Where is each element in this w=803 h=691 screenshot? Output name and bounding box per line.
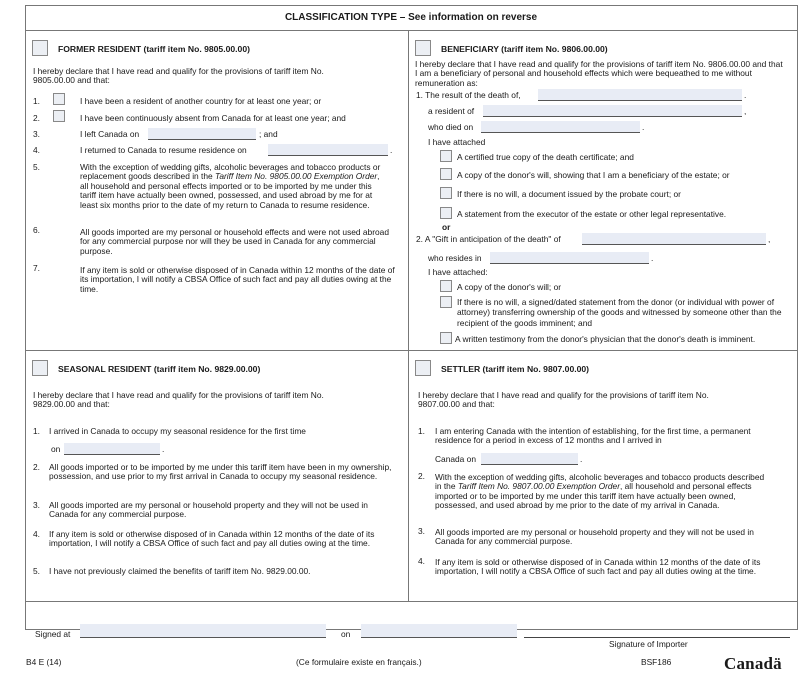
resident-of-label: a resident of (428, 106, 475, 116)
death-of-label: 1. The result of the death of, (416, 90, 521, 100)
seasonal-resident-heading: SEASONAL RESIDENT (tariff item No. 9829.00.00) (58, 364, 261, 374)
canada-wordmark: Canadä (724, 654, 782, 673)
or-label: or (442, 222, 451, 232)
left-canada-date-field[interactable] (148, 128, 256, 140)
resides-in-field[interactable] (490, 252, 649, 264)
gift-label: 2. A "Gift in anticipation of the death" of (416, 234, 561, 244)
item-number: 2. (418, 471, 425, 481)
item-number: 4. (33, 145, 40, 155)
former-resident-intro: I hereby declare that I have read and qualify for the provisions of tariff item No. 9805.00.00 and that: (33, 66, 324, 86)
column-divider (408, 30, 409, 601)
comma: , (768, 234, 771, 244)
settler-item3-text: All goods imported are my personal or household property and they will not be used in Canada for any commercial purpose. (435, 527, 754, 547)
signed-at-field[interactable] (80, 624, 326, 638)
physician-testimony-text: A written testimony from the donor's physician that the donor's death is imminent. (455, 334, 756, 344)
gift-donor-field[interactable] (582, 233, 766, 245)
former-item4-text: I returned to Canada to resume residence on (80, 145, 247, 155)
settler-item1-text: I am entering Canada with the intention of establishing, for the first time, a permanent residence for a period in excess of 12 months and I arrived in (435, 426, 751, 446)
item-number: 4. (418, 556, 425, 566)
seasonal-item4-text: If any item is sold or otherwise disposed of in Canada within 12 months of the date of its importation, I will notify a CBSA Office of such fact and pay all duties owing at the time. (49, 529, 375, 549)
died-on-label: who died on (428, 122, 474, 132)
period: . (642, 122, 645, 132)
probate-text: If there is no will, a document issued by the probate court; or (457, 189, 681, 199)
signature-line[interactable] (524, 637, 790, 638)
period: . (651, 253, 654, 263)
resides-in-label: who resides in (428, 253, 482, 263)
item-number: 2. (33, 462, 40, 472)
former-item7-text: If any item is sold or otherwise disposed of in Canada within 12 months of the date of its importation, I will notify a CBSA Office of such fact and pay all duties owing at the time. (80, 265, 395, 294)
form-title: CLASSIFICATION TYPE – See information on reverse (284, 12, 538, 23)
signature-divider (25, 601, 797, 602)
probate-checkbox[interactable] (440, 187, 452, 199)
returned-canada-date-field[interactable] (268, 144, 388, 156)
settler-intro: I hereby declare that I have read and qualify for the provisions of tariff item No. 9807.00.00 and that: (418, 390, 709, 410)
item-number: 1. (33, 426, 40, 436)
signed-statement-text: If there is no will, a signed/dated statement from the donor (or individual with power of attorney) transferring ownership of the goods and witnessed by someone other than the recipient of the goods imminent; and (457, 297, 782, 328)
former-resident-checkbox[interactable] (32, 40, 48, 56)
french-notice: (Ce formulaire existe en français.) (296, 657, 422, 667)
seasonal-item1-text: I arrived in Canada to occupy my seasonal residence for the first time (49, 426, 306, 436)
signed-on-label: on (341, 629, 351, 639)
item-number: 3. (33, 129, 40, 139)
seasonal-item3-text: All goods imported are my personal or household property and they will not be used in Canada for any commercial purpose. (49, 500, 368, 520)
beneficiary-intro: I hereby declare that I have read and qualify for the provisions of tariff item No. 9806.00.00 and that I am a beneficiary of personal and household effects which were bequeathed to me without remuneration as: (415, 59, 783, 88)
beneficiary-checkbox[interactable] (415, 40, 431, 56)
settler-item4-text: If any item is sold or otherwise disposed of in Canada within 12 months of the date of its importation, I will notify a CBSA Office of such fact and pay all duties owing at the time. (435, 557, 761, 577)
item-number: 1. (33, 96, 40, 106)
item-number: 5. (33, 162, 40, 172)
former-item6-text: All goods imported are my personal or household effects and were not used abroad for any commercial purpose nor will they be used in Canada for any commercial purpose. (80, 227, 389, 256)
signed-on-date-field[interactable] (361, 624, 517, 638)
item-number: 5. (33, 566, 40, 576)
donor-will-copy-text: A copy of the donor's will; or (457, 282, 562, 292)
executor-statement-text: A statement from the executor of the estate or other legal representative. (457, 209, 727, 219)
former-item2-text: I have been continuously absent from Canada for at least one year; and (80, 113, 346, 123)
donor-will-checkbox[interactable] (440, 168, 452, 180)
attached-label: I have attached (428, 137, 486, 147)
former-item5-text: With the exception of wedding gifts, alcoholic beverages and tobacco products or replacement goods described in the Tariff Item No. 9805.00.00 Exemption Order, all household and personal effects imported or to be imported by me under this tariff item have actually been owned, possessed, and used abroad by me for at least six months prior to the date of my return to Canada to resume residence. (80, 162, 381, 210)
item-number: 3. (418, 526, 425, 536)
item-number: 4. (33, 529, 40, 539)
form-code: BSF186 (641, 657, 672, 667)
former-item2-checkbox[interactable] (53, 110, 65, 122)
beneficiary-heading: BENEFICIARY (tariff item No. 9806.00.00) (441, 44, 608, 54)
signed-statement-checkbox[interactable] (440, 296, 452, 308)
former-resident-heading: FORMER RESIDENT (tariff item No. 9805.00.00) (58, 44, 250, 54)
donor-will-copy-checkbox[interactable] (440, 280, 452, 292)
comma: . (744, 90, 747, 100)
resident-of-field[interactable] (483, 105, 742, 117)
item-number: 3. (33, 500, 40, 510)
comma: , (744, 106, 747, 116)
item-number: 2. (33, 113, 40, 123)
seasonal-item2-text: All goods imported or to be imported by me under this tariff item have been in my ownership, possession, and use prior to my first arrival in Canada to occupy my seasonal residence. (49, 462, 392, 482)
death-of-field[interactable] (538, 89, 742, 101)
death-certificate-checkbox[interactable] (440, 150, 452, 162)
former-item3-text: I left Canada on (80, 129, 140, 139)
seasonal-intro: I hereby declare that I have read and qualify for the provisions of tariff item No. 9829.00.00 and that: (33, 390, 324, 410)
executor-statement-checkbox[interactable] (440, 207, 452, 219)
period: . (580, 454, 583, 464)
signature-label: Signature of Importer (609, 639, 688, 649)
signed-at-label: Signed at (35, 629, 71, 639)
title-divider (25, 30, 797, 31)
died-on-field[interactable] (481, 121, 640, 133)
item4-suffix: . (390, 145, 393, 155)
physician-testimony-checkbox[interactable] (440, 332, 452, 344)
death-certificate-text: A certified true copy of the death certificate; and (457, 152, 634, 162)
settler-checkbox[interactable] (415, 360, 431, 376)
former-item1-text: I have been a resident of another country for at least one year; or (80, 96, 322, 106)
item3-suffix: ; and (259, 129, 278, 139)
canada-on-label: Canada on (435, 454, 476, 464)
former-item1-checkbox[interactable] (53, 93, 65, 105)
item-number: 6. (33, 225, 40, 235)
donor-will-text: A copy of the donor's will, showing that I am a beneficiary of the estate; or (457, 170, 730, 180)
seasonal-resident-checkbox[interactable] (32, 360, 48, 376)
form-id: B4 E (14) (26, 657, 62, 667)
settler-arrival-date-field[interactable] (481, 453, 578, 465)
attached2-label: I have attached: (428, 267, 488, 277)
middle-divider (25, 350, 797, 351)
item-number: 7. (33, 263, 40, 273)
settler-item2-text: With the exception of wedding gifts, alcoholic beverages and tobacco products described in the Tariff Item No. 9807.00.00 Exemption Order, all household and personal effects imported or to be imported by me under this tariff item have actually been owned, possessed, and used abroad by me prior to the date of my arrival in Canada. (435, 472, 765, 511)
seasonal-arrival-date-field[interactable] (64, 443, 160, 455)
settler-heading: SETTLER (tariff item No. 9807.00.00) (441, 364, 590, 374)
seasonal-on-label: on (51, 444, 61, 454)
seasonal-item5-text: I have not previously claimed the benefits of tariff item No. 9829.00.00. (49, 566, 311, 576)
item-number: 1. (418, 426, 425, 436)
period: . (162, 444, 165, 454)
